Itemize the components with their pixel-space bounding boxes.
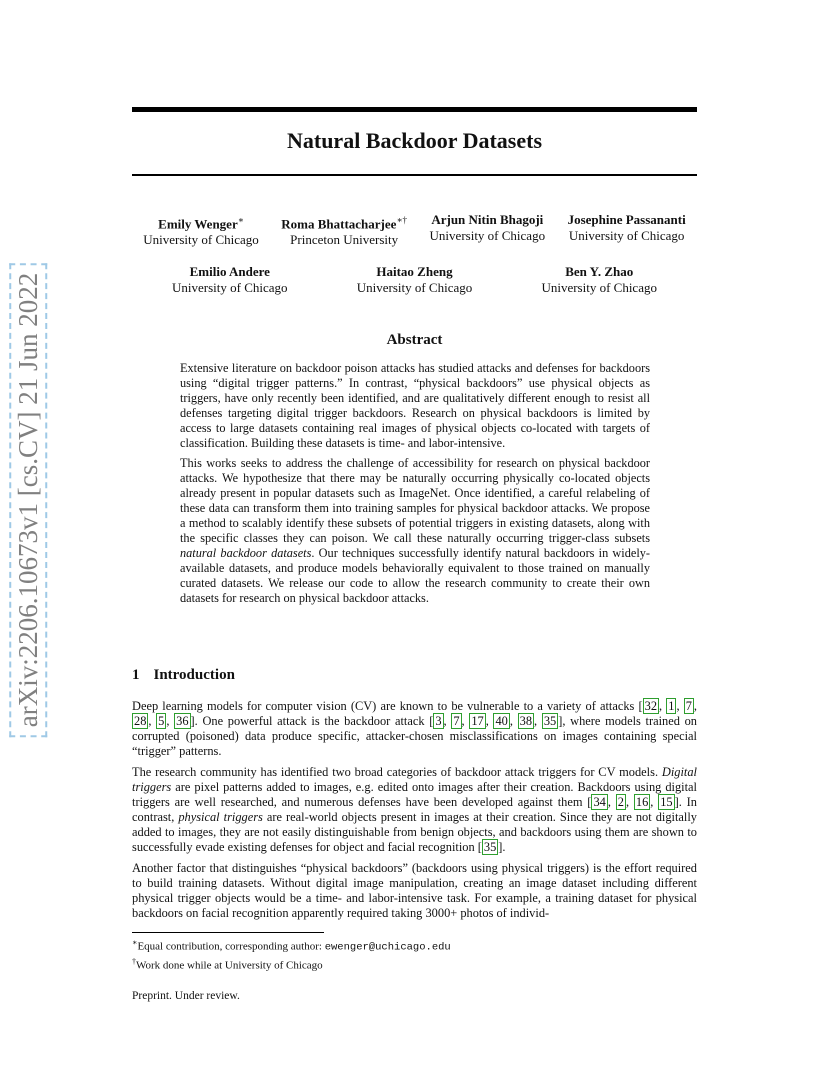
citation-link[interactable]: 7 — [685, 699, 692, 713]
citation-group: 34 , 2 , 16 , 15 — [593, 795, 673, 809]
citation-link[interactable]: 15 — [660, 795, 673, 809]
author — [568, 212, 686, 248]
author-name: Josephine Passananti — [567, 212, 686, 227]
citation-link[interactable]: 1 — [668, 699, 675, 713]
footnotes — [132, 936, 451, 972]
citation-link[interactable]: 17 — [471, 714, 484, 728]
author — [541, 264, 657, 296]
author — [357, 264, 473, 296]
author-name: Ben Y. Zhao — [565, 264, 634, 279]
abstract — [180, 361, 650, 611]
citation-link[interactable]: 3 — [435, 714, 442, 728]
author-row-2 — [132, 264, 697, 296]
section-heading — [132, 667, 235, 684]
author-affiliation: University of Chicago — [172, 280, 288, 295]
author-affiliation: University of Chicago — [568, 228, 685, 243]
abstract-heading: Abstract — [386, 332, 443, 348]
citation-link[interactable]: 36 — [176, 714, 189, 728]
citation-link[interactable]: 38 — [519, 714, 533, 728]
citation-group: 32 , 1 , 7 , 28 , 5 , 36 — [134, 699, 697, 728]
author-mark: ∗† — [396, 215, 408, 225]
author — [172, 264, 288, 296]
abstract-paragraph: This works seeks to address the challenge of accessibility for research on physical backdoor attacks. We hypothesize that there may be naturally occurring physically co-located objects already present in popular datasets such as ImageNet. Once identified, a careful relabeling of these data can transform them into training samples for physical backdoor attacks. We propose a method to scalably identify these subsets of potential triggers in existing datasets, along with the specific classes they can poison. We call these naturally occurring trigger-class subsets natural backdoor datasets. Our techniques successfully identify natural backdoors in widely-available datasets, and produce models behaviorally equivalent to those trained on manually curated datasets. We release our code to allow the research community to create their own datasets for research on physical backdoor attacks. — [180, 456, 650, 605]
citation-link[interactable]: 7 — [453, 714, 460, 728]
author-affiliation: University of Chicago — [541, 280, 657, 295]
footnote: †Work done while at University of Chicago — [132, 956, 323, 972]
author — [281, 212, 407, 248]
arxiv-id: arXiv:2206.10673v1 [cs.CV] 21 Jun 2022 — [9, 263, 47, 737]
author-name: Emily Wenger — [158, 216, 238, 232]
author-affiliation: Princeton University — [290, 232, 399, 248]
author — [430, 212, 546, 248]
author-affiliation: University of Chicago — [356, 280, 473, 295]
citation-link[interactable]: 2 — [617, 795, 624, 809]
citation-group: 3 , 7 , 17 , 40 , 38 , 35 — [435, 714, 557, 728]
body-paragraph: The research community has identified two broad categories of backdoor attack triggers for CV models. Digital triggers are pixel patterns added to images, e.g. edited onto images after their creation. Backdoors using digital triggers are well researched, and numerous defenses have been developed against them [ 34 , 2 , 16 , 15 ]. In contrast, physical triggers are real-world objects present in images at their creation. Since they are not digitally added to images, they are not easily distinguishable from benign objects, and backdoors using them are shown to successfully evade existing defenses for object and facial recognition [ 35 ]. — [132, 765, 697, 854]
citation-link[interactable]: 5 — [158, 714, 165, 728]
arxiv-stamp — [8, 260, 48, 740]
author-name: Haitao Zheng — [376, 264, 453, 279]
author-affiliation: University of Chicago — [143, 232, 259, 248]
footnote-rule — [132, 932, 324, 933]
author-name: Roma Bhattacharjee — [281, 216, 397, 232]
body-paragraph: Deep learning models for computer vision (CV) are known to be vulnerable to a variety of attacks [ 32 , 1 , 7 , 28 , 5 , 36 ]. One powerful attack is the backdoor attack [ 3 , 7 , 17 , 40 , 38 , 35 ], where models trained on corrupted (poisoned) data produce specific, attacker-chosen misclassifications on images containing special “trigger” patterns. — [132, 699, 697, 758]
author-affiliation: University of Chicago — [429, 228, 546, 243]
citation-link[interactable]: 16 — [635, 795, 649, 809]
citation-link[interactable]: 28 — [134, 714, 147, 728]
author-mark: ∗ — [237, 215, 244, 225]
preprint-note: Preprint. Under review. — [132, 990, 240, 1002]
citation-link[interactable]: 35 — [543, 714, 557, 728]
citation-link[interactable]: 32 — [644, 699, 658, 713]
title-rule-bottom — [132, 174, 697, 176]
author-email[interactable]: ewenger@uchicago.edu — [324, 941, 451, 954]
author-row-1 — [132, 212, 697, 248]
section-number: 1 — [132, 667, 140, 683]
citation-link[interactable]: 35 — [483, 840, 497, 854]
citation-link[interactable]: 34 — [593, 795, 606, 809]
footnote: ∗Equal contribution, corresponding author: ewenger@uchicago.edu — [132, 938, 451, 954]
body-paragraph: Another factor that distinguishes “physical backdoors” (backdoors using physical triggers) is the effort required to build training datasets. Without digital image manipulation, creating an image dataset including different physical trigger objects would be a time- and labor-intensive task. For example, a training dataset for physical backdoors on facial recognition apparently required taking 3000+ photos of individ- — [132, 861, 697, 920]
abstract-paragraph: Extensive literature on backdoor poison attacks has studied attacks and defenses for backdoors using “digital trigger patterns.” In contrast, “physical backdoors” use physical objects as triggers, have only recently been identified, and are qualitatively different enough to resist all defenses targeting digital trigger backdoors. Research on physical backdoors is limited by access to large datasets containing real images of physical objects co-located with targets of classification. Building these datasets is time- and labor-intensive. — [180, 361, 650, 450]
author-name: Emilio Andere — [189, 264, 270, 279]
paper-title: Natural Backdoor Datasets — [286, 128, 543, 153]
body-text — [132, 699, 697, 927]
author-name: Arjun Nitin Bhagoji — [431, 212, 544, 227]
author — [143, 212, 259, 248]
section-title: Introduction — [153, 667, 235, 683]
citation-link[interactable]: 40 — [495, 714, 508, 728]
citation-group — [482, 839, 498, 855]
title-rule-top — [132, 107, 697, 112]
